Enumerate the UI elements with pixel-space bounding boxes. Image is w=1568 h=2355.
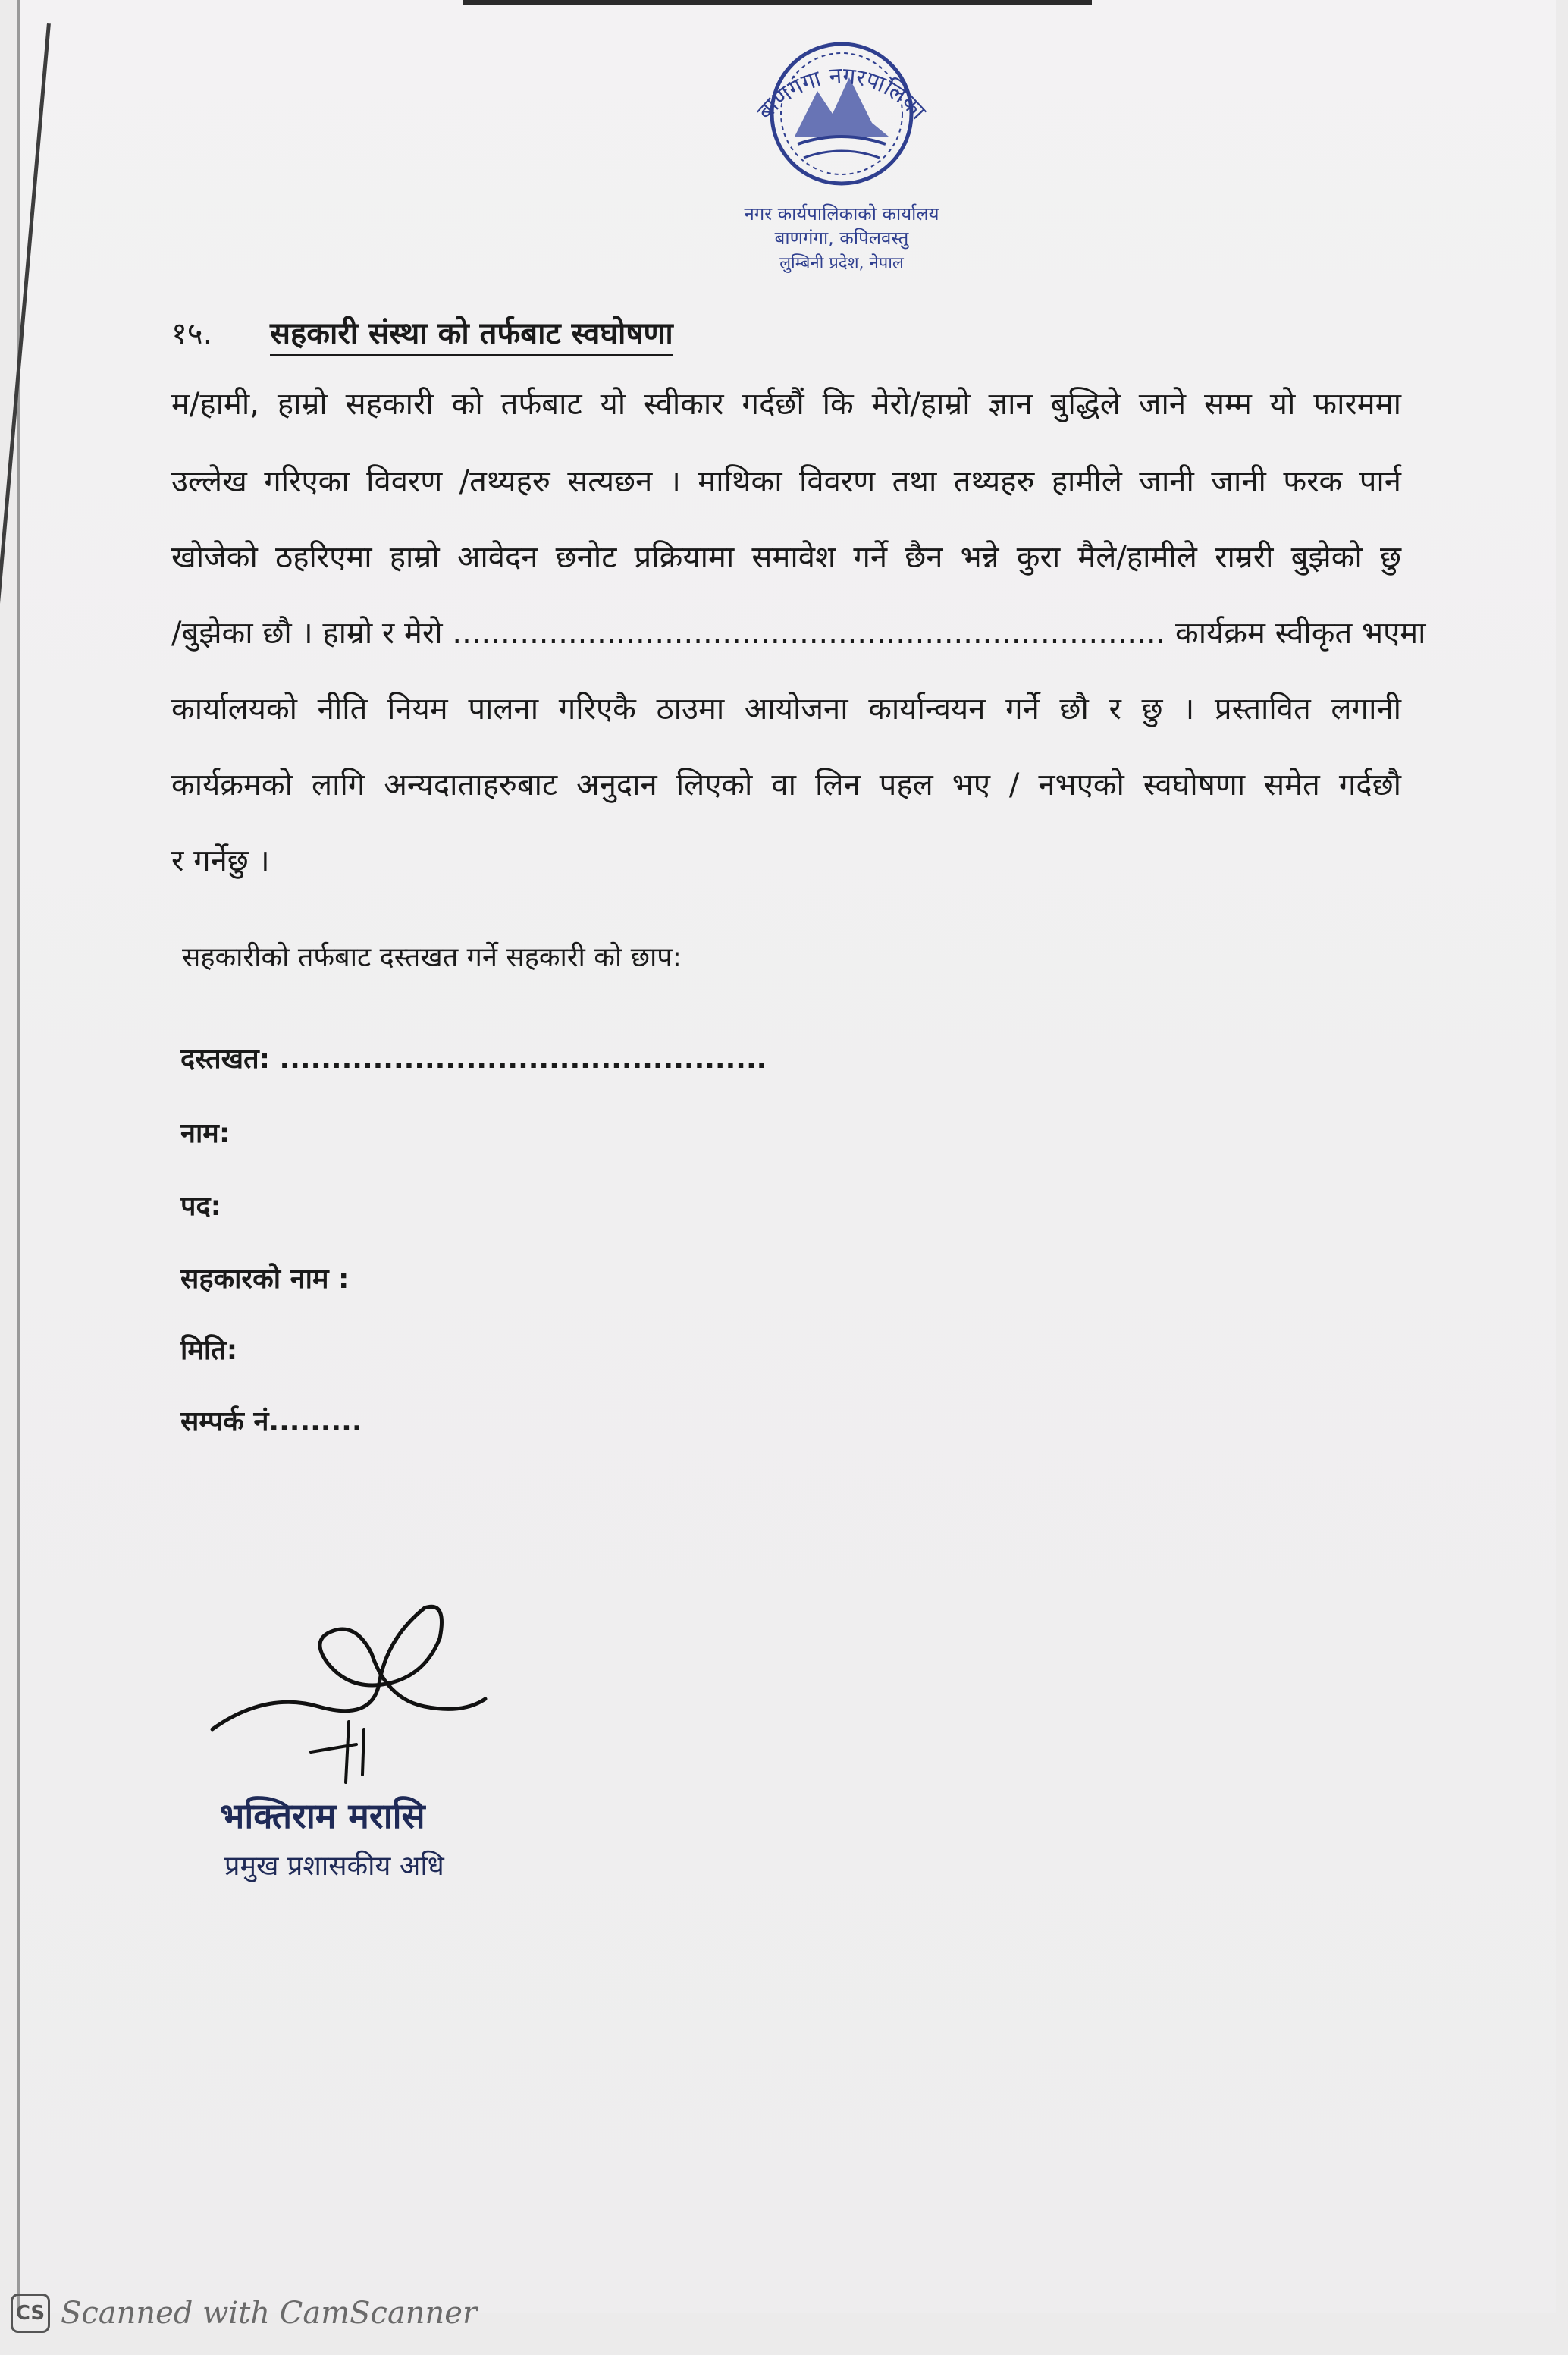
river-emblem — [798, 137, 886, 144]
scan-top-bar — [463, 0, 1092, 5]
section-title: सहकारी संस्था को तर्फबाट स्वघोषणा — [270, 311, 673, 356]
name-field: नाम: — [180, 1118, 230, 1149]
declaration-line: र गर्नेछु । — [171, 843, 270, 878]
signature-field: दस्तखत: ............................................... — [180, 1044, 767, 1075]
position-field: पद: — [180, 1191, 221, 1222]
contact-field: सम्पर्क नं......... — [180, 1406, 362, 1437]
declaration-line: म/हामी, हाम्रो सहकारी को तर्फबाट यो स्वीकार गर्दछौं कि मेरो/हाम्रो ज्ञान बुद्धिले जाने सम्म यो फारममा — [171, 387, 1402, 422]
cooperative-name-field: सहकारको नाम : — [180, 1264, 350, 1295]
margin-stroke — [0, 23, 51, 854]
seal-graphic — [728, 30, 955, 288]
handwritten-signature — [197, 1593, 546, 1790]
seal-line-2: बाणगंगा, कपिलवस्तु — [774, 228, 909, 249]
signature-block — [197, 1593, 546, 1911]
signatory-title: प्रमुख प्रशासकीय अधि — [224, 1851, 444, 1882]
declaration-line: उल्लेख गरिएका विवरण /तथ्यहरु सत्यछन । माथिका विवरण तथा तथ्यहरु हामीले जानी जानी फरक पार्न — [171, 464, 1401, 499]
declaration-line: खोजेको ठहरिएमा हाम्रो आवेदन छनोट प्रक्रियामा समावेश गर्ने छैन भन्ने कुरा मैले/हामीले राम्ररी बुझेको छु — [171, 540, 1401, 575]
camscanner-logo-icon: CS — [11, 2294, 50, 2333]
seal-line-1: नगर कार्यपालिकाको कार्यालय — [744, 203, 939, 225]
section-number: १५. — [171, 316, 213, 351]
river-emblem-2 — [804, 151, 880, 158]
declaration-line: कार्यक्रमको लागि अन्यदाताहरुबाट अनुदान लिएको वा लिन पहल भए / नभएको स्वघोषणा समेत गर्दछौ — [171, 768, 1401, 802]
camscanner-text: Scanned with CamScanner — [61, 2296, 478, 2331]
date-field: मिति: — [180, 1335, 238, 1366]
signatory-name: भक्तिराम मरासि — [220, 1795, 425, 1836]
section-heading — [171, 311, 1460, 356]
camscanner-watermark — [11, 2291, 477, 2336]
seal-line-3: लुम्बिनी प्रदेश, नेपाल — [779, 254, 904, 273]
stamp-note: सहकारीको तर्फबाट दस्तखत गर्ने सहकारी को छाप: — [182, 942, 682, 973]
declaration-line: कार्यालयको नीति नियम पालना गरिएकै ठाउमा आयोजना कार्यान्वयन गर्ने छौ र छु । प्रस्तावित लगानी — [171, 692, 1401, 727]
declaration-line: /बुझेका छौ । हाम्रो र मेरो .......................................................................... कार्यक्रम स्वीकृत भएमा — [171, 616, 1426, 651]
municipality-seal — [728, 30, 955, 288]
seal-arc-text: बाणगंगा नगरपालिका — [751, 62, 931, 125]
